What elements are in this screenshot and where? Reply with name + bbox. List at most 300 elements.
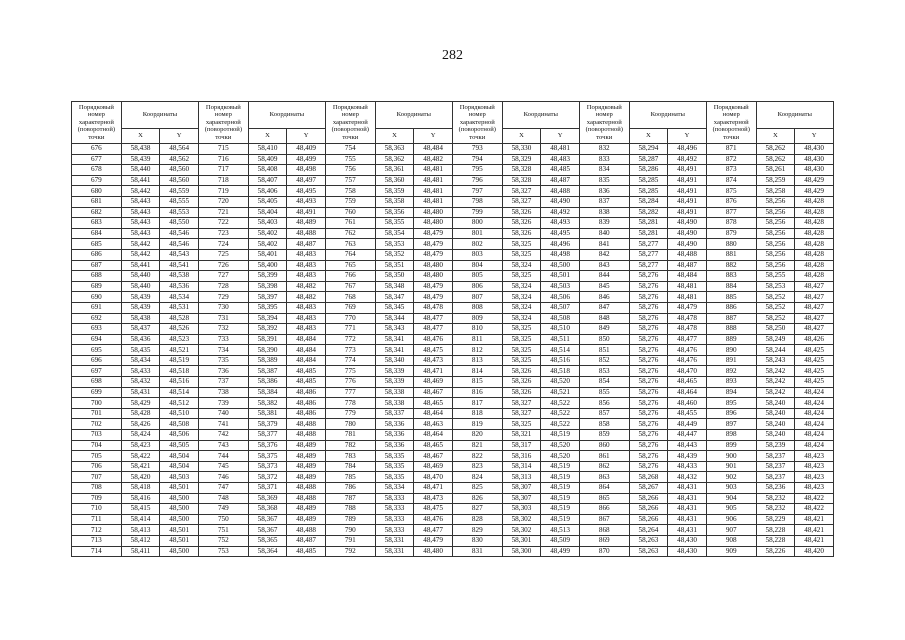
y-coordinate-cell: 48,473 — [414, 355, 453, 366]
y-coordinate-cell: 48,507 — [541, 302, 580, 313]
y-coordinate-cell: 48,423 — [795, 472, 834, 483]
x-coordinate-cell: 58,433 — [121, 366, 160, 377]
point-number-cell: 707 — [72, 472, 122, 483]
x-coordinate-cell: 58,237 — [756, 472, 795, 483]
y-coordinate-cell: 48,421 — [795, 525, 834, 536]
x-coordinate-cell: 58,277 — [629, 239, 668, 250]
y-coordinate-cell: 48,526 — [160, 324, 199, 335]
y-coordinate-cell: 48,490 — [541, 196, 580, 207]
table-row — [72, 377, 834, 388]
y-coordinate-cell: 48,491 — [668, 196, 707, 207]
y-coordinate-cell: 48,519 — [541, 483, 580, 494]
x-coordinate-cell: 58,228 — [756, 525, 795, 536]
x-coordinate-cell: 58,354 — [375, 228, 414, 239]
point-number-cell: 821 — [452, 440, 502, 451]
point-number-cell: 787 — [325, 493, 375, 504]
point-number-cell: 871 — [706, 144, 756, 155]
y-coordinate-cell: 48,483 — [287, 249, 326, 260]
point-number-cell: 733 — [198, 334, 248, 345]
y-coordinate-cell: 48,439 — [668, 451, 707, 462]
y-coordinate-cell: 48,501 — [160, 525, 199, 536]
y-coordinate-cell: 48,500 — [541, 260, 580, 271]
x-coordinate-cell: 58,402 — [248, 239, 287, 250]
x-coordinate-cell: 58,266 — [629, 514, 668, 525]
x-coordinate-cell: 58,367 — [248, 514, 287, 525]
x-coordinate-cell: 58,355 — [375, 218, 414, 229]
x-header: X — [502, 129, 541, 144]
y-coordinate-cell: 48,431 — [668, 504, 707, 515]
point-number-cell: 831 — [452, 546, 502, 557]
x-coordinate-cell: 58,276 — [629, 302, 668, 313]
point-number-cell: 701 — [72, 408, 122, 419]
x-coordinate-cell: 58,253 — [756, 281, 795, 292]
point-number-cell: 684 — [72, 228, 122, 239]
point-number-cell: 865 — [579, 493, 629, 504]
y-coordinate-cell: 48,510 — [160, 408, 199, 419]
point-number-cell: 680 — [72, 186, 122, 197]
x-coordinate-cell: 58,341 — [375, 345, 414, 356]
header-row-top — [72, 102, 834, 129]
x-coordinate-cell: 58,276 — [629, 324, 668, 335]
point-number-cell: 790 — [325, 525, 375, 536]
point-number-cell: 848 — [579, 313, 629, 324]
point-number-cell: 751 — [198, 525, 248, 536]
y-coordinate-cell: 48,488 — [287, 228, 326, 239]
point-number-cell: 899 — [706, 440, 756, 451]
table-row — [72, 271, 834, 282]
table-row — [72, 228, 834, 239]
x-coordinate-cell: 58,397 — [248, 292, 287, 303]
x-coordinate-cell: 58,420 — [121, 472, 160, 483]
x-coordinate-cell: 58,232 — [756, 504, 795, 515]
point-number-cell: 896 — [706, 408, 756, 419]
y-coordinate-cell: 48,449 — [668, 419, 707, 430]
x-coordinate-cell: 58,335 — [375, 461, 414, 472]
y-coordinate-cell: 48,500 — [160, 504, 199, 515]
point-number-cell: 856 — [579, 398, 629, 409]
x-coordinate-cell: 58,258 — [756, 186, 795, 197]
y-coordinate-cell: 48,428 — [795, 228, 834, 239]
y-coordinate-cell: 48,495 — [541, 228, 580, 239]
y-coordinate-cell: 48,464 — [414, 430, 453, 441]
x-coordinate-cell: 58,324 — [502, 260, 541, 271]
point-number-cell: 688 — [72, 271, 122, 282]
x-coordinate-cell: 58,435 — [121, 345, 160, 356]
x-coordinate-cell: 58,325 — [502, 249, 541, 260]
x-header: X — [121, 129, 160, 144]
x-coordinate-cell: 58,252 — [756, 313, 795, 324]
y-coordinate-cell: 48,409 — [287, 144, 326, 155]
y-coordinate-cell: 48,520 — [541, 440, 580, 451]
y-coordinate-cell: 48,510 — [541, 324, 580, 335]
point-number-cell: 820 — [452, 430, 502, 441]
y-coordinate-cell: 48,536 — [160, 281, 199, 292]
x-coordinate-cell: 58,301 — [502, 535, 541, 546]
y-coordinate-cell: 48,522 — [541, 398, 580, 409]
y-coordinate-cell: 48,491 — [668, 186, 707, 197]
point-number-cell: 772 — [325, 334, 375, 345]
x-coordinate-cell: 58,364 — [248, 546, 287, 557]
point-number-cell: 794 — [452, 154, 502, 165]
x-coordinate-cell: 58,242 — [756, 366, 795, 377]
y-coordinate-cell: 48,488 — [541, 186, 580, 197]
point-number-cell: 884 — [706, 281, 756, 292]
y-coordinate-cell: 48,469 — [414, 377, 453, 388]
point-number-cell: 844 — [579, 271, 629, 282]
y-coordinate-cell: 48,500 — [160, 546, 199, 557]
point-number-cell: 687 — [72, 260, 122, 271]
point-number-cell: 777 — [325, 387, 375, 398]
x-coordinate-cell: 58,276 — [629, 430, 668, 441]
y-coordinate-cell: 48,491 — [287, 207, 326, 218]
point-number-cell: 866 — [579, 504, 629, 515]
x-coordinate-cell: 58,284 — [629, 196, 668, 207]
y-coordinate-cell: 48,555 — [160, 196, 199, 207]
y-coordinate-cell: 48,424 — [795, 398, 834, 409]
x-coordinate-cell: 58,373 — [248, 461, 287, 472]
y-coordinate-cell: 48,493 — [541, 218, 580, 229]
y-coordinate-cell: 48,421 — [795, 535, 834, 546]
point-number-cell: 840 — [579, 228, 629, 239]
y-coordinate-cell: 48,489 — [287, 461, 326, 472]
y-coordinate-cell: 48,424 — [795, 440, 834, 451]
point-number-cell: 776 — [325, 377, 375, 388]
point-number-cell: 857 — [579, 408, 629, 419]
y-coordinate-cell: 48,516 — [160, 377, 199, 388]
y-coordinate-cell: 48,560 — [160, 165, 199, 176]
x-coordinate-cell: 58,371 — [248, 483, 287, 494]
point-number-cell: 691 — [72, 302, 122, 313]
point-number-cell: 906 — [706, 514, 756, 525]
point-number-cell: 693 — [72, 324, 122, 335]
x-coordinate-cell: 58,377 — [248, 430, 287, 441]
x-coordinate-cell: 58,443 — [121, 228, 160, 239]
y-coordinate-cell: 48,428 — [795, 218, 834, 229]
point-number-cell: 736 — [198, 366, 248, 377]
x-coordinate-cell: 58,353 — [375, 239, 414, 250]
y-header: Y — [414, 129, 453, 144]
x-coordinate-cell: 58,266 — [629, 504, 668, 515]
y-coordinate-cell: 48,512 — [160, 398, 199, 409]
x-coordinate-cell: 58,345 — [375, 302, 414, 313]
x-coordinate-cell: 58,256 — [756, 207, 795, 218]
point-number-cell: 769 — [325, 302, 375, 313]
x-coordinate-cell: 58,307 — [502, 483, 541, 494]
point-number-cell: 808 — [452, 302, 502, 313]
y-coordinate-cell: 48,498 — [541, 249, 580, 260]
x-coordinate-cell: 58,352 — [375, 249, 414, 260]
table-row — [72, 302, 834, 313]
y-coordinate-cell: 48,509 — [541, 535, 580, 546]
y-coordinate-cell: 48,489 — [287, 504, 326, 515]
point-number-cell: 882 — [706, 260, 756, 271]
y-coordinate-cell: 48,500 — [160, 514, 199, 525]
table-row — [72, 514, 834, 525]
point-number-cell: 793 — [452, 144, 502, 155]
y-coordinate-cell: 48,422 — [795, 504, 834, 515]
y-coordinate-cell: 48,490 — [668, 228, 707, 239]
y-coordinate-cell: 48,488 — [287, 525, 326, 536]
y-coordinate-cell: 48,480 — [414, 271, 453, 282]
x-coordinate-cell: 58,441 — [121, 260, 160, 271]
point-number-cell: 876 — [706, 196, 756, 207]
point-number-cell: 853 — [579, 366, 629, 377]
point-number-cell: 779 — [325, 408, 375, 419]
x-coordinate-cell: 58,300 — [502, 546, 541, 557]
y-coordinate-cell: 48,521 — [541, 387, 580, 398]
point-number-header: Порядковый номер характерной (поворотной) точки — [706, 102, 756, 144]
table-row — [72, 419, 834, 430]
coordinates-header: Координаты — [629, 102, 706, 129]
y-coordinate-cell: 48,428 — [795, 207, 834, 218]
y-coordinate-cell: 48,479 — [414, 249, 453, 260]
x-coordinate-cell: 58,443 — [121, 196, 160, 207]
point-number-cell: 724 — [198, 239, 248, 250]
coordinates-header: Координаты — [375, 102, 452, 129]
x-coordinate-cell: 58,401 — [248, 249, 287, 260]
x-coordinate-cell: 58,302 — [502, 514, 541, 525]
point-number-cell: 695 — [72, 345, 122, 356]
y-coordinate-cell: 48,423 — [795, 483, 834, 494]
x-coordinate-cell: 58,276 — [629, 440, 668, 451]
point-number-cell: 720 — [198, 196, 248, 207]
y-coordinate-cell: 48,431 — [668, 514, 707, 525]
y-coordinate-cell: 48,485 — [287, 377, 326, 388]
point-number-cell: 752 — [198, 535, 248, 546]
x-coordinate-cell: 58,368 — [248, 504, 287, 515]
x-coordinate-cell: 58,440 — [121, 281, 160, 292]
x-coordinate-cell: 58,267 — [629, 483, 668, 494]
x-coordinate-cell: 58,326 — [502, 228, 541, 239]
y-coordinate-cell: 48,443 — [668, 440, 707, 451]
x-coordinate-cell: 58,325 — [502, 271, 541, 282]
x-coordinate-cell: 58,262 — [756, 154, 795, 165]
point-number-cell: 718 — [198, 175, 248, 186]
x-coordinate-cell: 58,326 — [502, 377, 541, 388]
point-number-cell: 789 — [325, 514, 375, 525]
y-coordinate-cell: 48,484 — [414, 144, 453, 155]
x-coordinate-cell: 58,330 — [502, 144, 541, 155]
y-coordinate-cell: 48,501 — [160, 535, 199, 546]
point-number-cell: 764 — [325, 249, 375, 260]
x-coordinate-cell: 58,336 — [375, 440, 414, 451]
x-coordinate-cell: 58,331 — [375, 546, 414, 557]
table-row — [72, 408, 834, 419]
point-number-cell: 708 — [72, 483, 122, 494]
table-row — [72, 493, 834, 504]
point-number-cell: 892 — [706, 366, 756, 377]
point-number-cell: 689 — [72, 281, 122, 292]
point-number-cell: 746 — [198, 472, 248, 483]
point-number-cell: 709 — [72, 493, 122, 504]
y-coordinate-cell: 48,518 — [160, 366, 199, 377]
table-row — [72, 207, 834, 218]
point-number-cell: 791 — [325, 535, 375, 546]
table-row — [72, 430, 834, 441]
y-coordinate-cell: 48,425 — [795, 366, 834, 377]
table-row — [72, 472, 834, 483]
x-coordinate-cell: 58,333 — [375, 504, 414, 515]
x-coordinate-cell: 58,347 — [375, 292, 414, 303]
y-coordinate-cell: 48,522 — [541, 419, 580, 430]
x-coordinate-cell: 58,325 — [502, 345, 541, 356]
y-coordinate-cell: 48,488 — [287, 430, 326, 441]
point-number-cell: 795 — [452, 165, 502, 176]
point-number-cell: 804 — [452, 260, 502, 271]
x-coordinate-cell: 58,287 — [629, 154, 668, 165]
point-number-cell: 881 — [706, 249, 756, 260]
point-number-cell: 904 — [706, 493, 756, 504]
point-number-cell: 729 — [198, 292, 248, 303]
x-coordinate-cell: 58,356 — [375, 207, 414, 218]
point-number-cell: 815 — [452, 377, 502, 388]
x-coordinate-cell: 58,442 — [121, 249, 160, 260]
point-number-cell: 878 — [706, 218, 756, 229]
x-coordinate-cell: 58,276 — [629, 387, 668, 398]
y-coordinate-cell: 48,523 — [160, 334, 199, 345]
y-coordinate-cell: 48,470 — [668, 366, 707, 377]
point-number-cell: 714 — [72, 546, 122, 557]
point-number-cell: 839 — [579, 218, 629, 229]
y-coordinate-cell: 48,484 — [668, 271, 707, 282]
point-number-cell: 737 — [198, 377, 248, 388]
x-header: X — [248, 129, 287, 144]
y-coordinate-cell: 48,427 — [795, 324, 834, 335]
y-coordinate-cell: 48,475 — [414, 345, 453, 356]
point-number-cell: 851 — [579, 345, 629, 356]
y-coordinate-cell: 48,503 — [541, 281, 580, 292]
x-coordinate-cell: 58,391 — [248, 334, 287, 345]
point-number-cell: 818 — [452, 408, 502, 419]
coordinates-table-wrapper — [71, 101, 834, 557]
x-coordinate-cell: 58,328 — [502, 175, 541, 186]
point-number-cell: 834 — [579, 165, 629, 176]
x-coordinate-cell: 58,369 — [248, 493, 287, 504]
point-number-cell: 784 — [325, 461, 375, 472]
y-coordinate-cell: 48,430 — [795, 165, 834, 176]
point-number-cell: 682 — [72, 207, 122, 218]
x-coordinate-cell: 58,242 — [756, 377, 795, 388]
point-number-cell: 716 — [198, 154, 248, 165]
y-coordinate-cell: 48,422 — [795, 493, 834, 504]
x-coordinate-cell: 58,327 — [502, 398, 541, 409]
y-coordinate-cell: 48,519 — [541, 430, 580, 441]
y-coordinate-cell: 48,476 — [414, 334, 453, 345]
x-coordinate-cell: 58,252 — [756, 302, 795, 313]
x-coordinate-cell: 58,390 — [248, 345, 287, 356]
y-coordinate-cell: 48,534 — [160, 292, 199, 303]
x-coordinate-cell: 58,324 — [502, 292, 541, 303]
point-number-header: Порядковый номер характерной (поворотной) точки — [325, 102, 375, 144]
x-coordinate-cell: 58,285 — [629, 186, 668, 197]
point-number-cell: 686 — [72, 249, 122, 260]
point-number-cell: 717 — [198, 165, 248, 176]
y-coordinate-cell: 48,430 — [668, 546, 707, 557]
y-coordinate-cell: 48,490 — [668, 239, 707, 250]
x-coordinate-cell: 58,325 — [502, 355, 541, 366]
y-coordinate-cell: 48,521 — [160, 345, 199, 356]
x-coordinate-cell: 58,443 — [121, 218, 160, 229]
y-coordinate-cell: 48,546 — [160, 228, 199, 239]
y-coordinate-cell: 48,514 — [160, 387, 199, 398]
point-number-cell: 872 — [706, 154, 756, 165]
y-coordinate-cell: 48,520 — [541, 377, 580, 388]
point-number-cell: 907 — [706, 525, 756, 536]
x-coordinate-cell: 58,256 — [756, 260, 795, 271]
y-coordinate-cell: 48,460 — [668, 398, 707, 409]
x-coordinate-cell: 58,336 — [375, 430, 414, 441]
y-coordinate-cell: 48,519 — [541, 514, 580, 525]
y-coordinate-cell: 48,471 — [414, 483, 453, 494]
y-coordinate-cell: 48,425 — [795, 355, 834, 366]
y-coordinate-cell: 48,478 — [668, 313, 707, 324]
x-coordinate-cell: 58,343 — [375, 324, 414, 335]
table-row — [72, 451, 834, 462]
x-coordinate-cell: 58,432 — [121, 377, 160, 388]
x-coordinate-cell: 58,281 — [629, 228, 668, 239]
point-number-cell: 756 — [325, 165, 375, 176]
point-number-cell: 786 — [325, 483, 375, 494]
y-coordinate-cell: 48,513 — [541, 525, 580, 536]
x-coordinate-cell: 58,426 — [121, 419, 160, 430]
y-coordinate-cell: 48,479 — [414, 292, 453, 303]
point-number-cell: 875 — [706, 186, 756, 197]
point-number-cell: 785 — [325, 472, 375, 483]
point-number-cell: 773 — [325, 345, 375, 356]
x-header: X — [375, 129, 414, 144]
point-number-cell: 711 — [72, 514, 122, 525]
point-number-cell: 816 — [452, 387, 502, 398]
y-coordinate-cell: 48,504 — [160, 461, 199, 472]
y-coordinate-cell: 48,488 — [287, 483, 326, 494]
x-coordinate-cell: 58,403 — [248, 218, 287, 229]
x-coordinate-cell: 58,375 — [248, 451, 287, 462]
x-coordinate-cell: 58,263 — [629, 546, 668, 557]
point-number-cell: 810 — [452, 324, 502, 335]
x-coordinate-cell: 58,307 — [502, 493, 541, 504]
y-coordinate-cell: 48,431 — [668, 493, 707, 504]
point-number-cell: 825 — [452, 483, 502, 494]
x-coordinate-cell: 58,363 — [375, 144, 414, 155]
x-coordinate-cell: 58,303 — [502, 504, 541, 515]
point-number-cell: 699 — [72, 387, 122, 398]
x-coordinate-cell: 58,259 — [756, 175, 795, 186]
point-number-cell: 898 — [706, 430, 756, 441]
x-coordinate-cell: 58,338 — [375, 387, 414, 398]
x-coordinate-cell: 58,327 — [502, 196, 541, 207]
x-coordinate-cell: 58,232 — [756, 493, 795, 504]
y-coordinate-cell: 48,432 — [668, 472, 707, 483]
y-coordinate-cell: 48,491 — [668, 165, 707, 176]
point-number-cell: 759 — [325, 196, 375, 207]
y-coordinate-cell: 48,465 — [668, 377, 707, 388]
x-coordinate-cell: 58,325 — [502, 324, 541, 335]
point-number-cell: 677 — [72, 154, 122, 165]
y-coordinate-cell: 48,496 — [541, 239, 580, 250]
x-coordinate-cell: 58,302 — [502, 525, 541, 536]
point-number-cell: 719 — [198, 186, 248, 197]
x-header: X — [629, 129, 668, 144]
x-coordinate-cell: 58,276 — [629, 345, 668, 356]
table-row — [72, 398, 834, 409]
x-coordinate-cell: 58,313 — [502, 472, 541, 483]
y-coordinate-cell: 48,427 — [795, 313, 834, 324]
point-number-cell: 846 — [579, 292, 629, 303]
x-coordinate-cell: 58,434 — [121, 355, 160, 366]
y-coordinate-cell: 48,496 — [668, 144, 707, 155]
y-coordinate-cell: 48,491 — [668, 207, 707, 218]
table-row — [72, 461, 834, 472]
